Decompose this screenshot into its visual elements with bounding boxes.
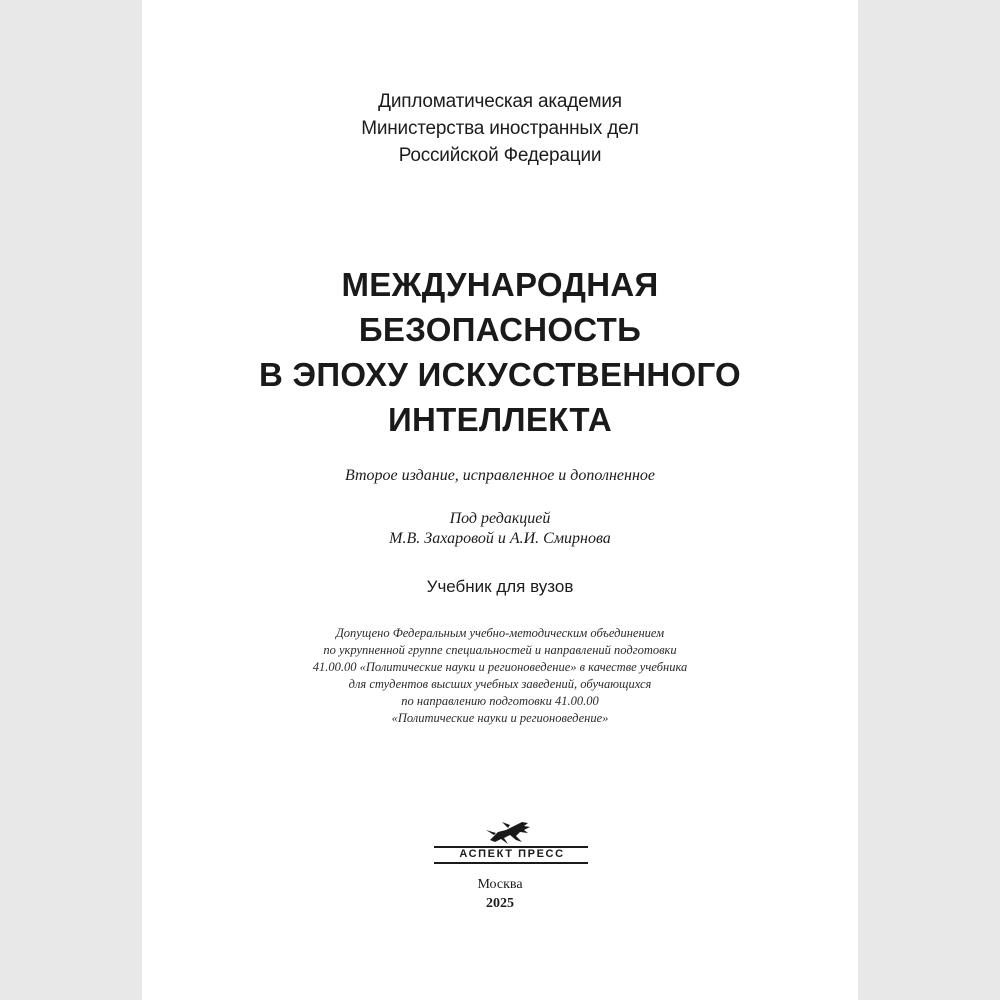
editors-line: М.В. Захаровой и А.И. Смирнова: [389, 530, 611, 547]
approval-statement: [142, 625, 858, 727]
title-line: В ЭПОХУ ИСКУССТВЕННОГО: [258, 356, 742, 393]
textbook-label: Учебник для вузов: [426, 577, 574, 596]
institution-line: Российской Федерации: [398, 145, 602, 166]
title-page: [142, 0, 858, 1000]
institution-line: Министерства иностранных дел: [361, 118, 639, 139]
publisher-name: АСПЕКТ ПРЕСС: [459, 848, 565, 860]
edition-note: Второе издание, исправленное и дополненное: [345, 467, 655, 484]
institution-line: Дипломатическая академия: [378, 91, 622, 112]
publication-city: Москва: [477, 877, 523, 892]
approval-line: для студентов высших учебных заведений, обучающихся: [348, 677, 652, 691]
book-title: [142, 262, 858, 442]
approval-line: Допущено Федеральным учебно-методическим объединением: [335, 626, 665, 640]
institution-block: [142, 88, 858, 169]
title-line: БЕЗОПАСНОСТЬ: [358, 311, 642, 348]
logo-rule-bottom: [434, 862, 588, 864]
publisher-logo: [432, 818, 592, 870]
approval-line: 41.00.00 «Политические науки и регионоведение» в качестве учебника: [312, 660, 688, 674]
approval-line: по направлению подготовки 41.00.00: [401, 694, 599, 708]
horse-icon: [432, 818, 592, 846]
approval-line: по укрупненной группе специальностей и направлений подготовки: [323, 643, 677, 657]
approval-line: «Политические науки и регионоведение»: [391, 711, 609, 725]
editors-block: [142, 509, 858, 549]
publication-year: 2025: [486, 896, 514, 911]
title-line: МЕЖДУНАРОДНАЯ: [341, 266, 659, 303]
editors-line: Под редакцией: [449, 510, 551, 527]
title-line: ИНТЕЛЛЕКТА: [388, 401, 612, 438]
